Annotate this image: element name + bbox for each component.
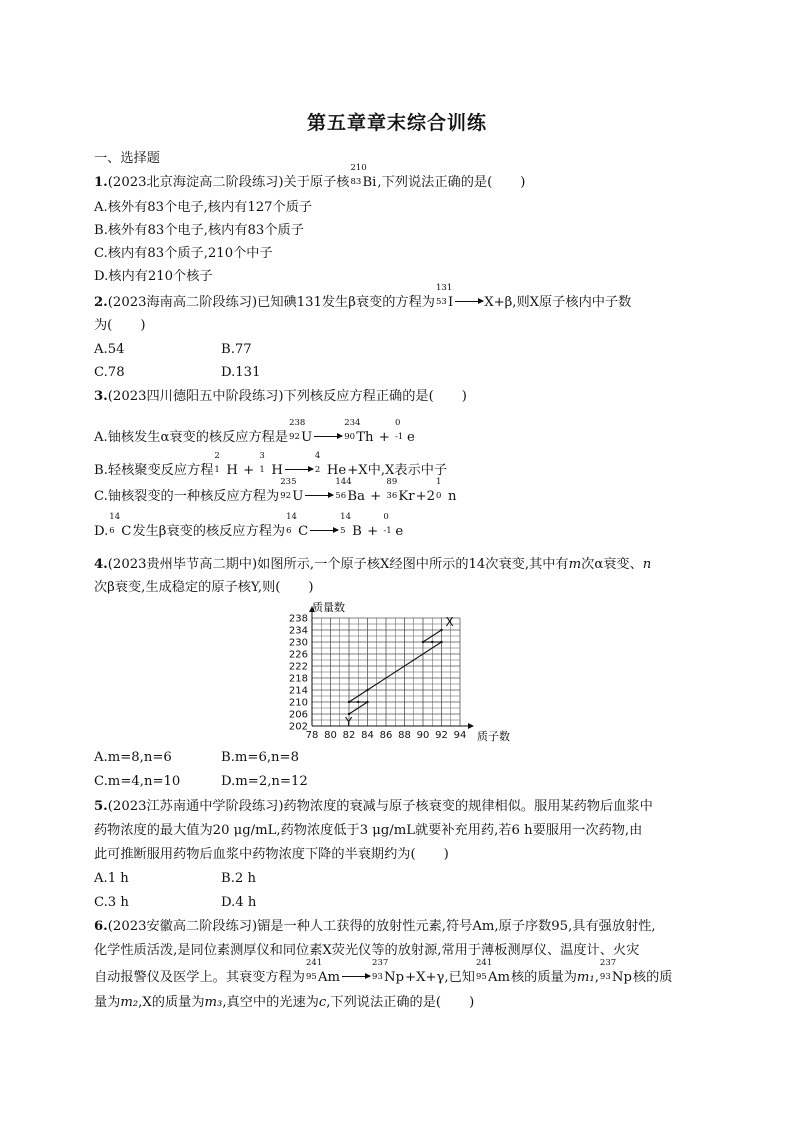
q5-stem-line2: 药物浓度的最大值为20 μg/mL,药物浓度低于3 μg/mL就要补充用药,若6 h要服用一次药物,由 xyxy=(94,823,643,838)
q4-line2-close: ) xyxy=(308,580,314,595)
q1-number: 1. xyxy=(94,175,108,190)
q1-stem-a: (2023北京海淀高二阶段练习)关于原子核 xyxy=(107,175,350,190)
q4-n: n xyxy=(642,557,652,572)
q6-am2-z: 95 xyxy=(475,972,487,982)
q3b-deuterium xyxy=(214,451,238,480)
decay-point xyxy=(431,641,433,643)
q3b-h3-symbol: H xyxy=(271,463,283,478)
q3-option-c xyxy=(94,477,458,506)
q3a-th-symbol: Th xyxy=(356,430,374,445)
q3-option-d-text: D. xyxy=(94,524,109,539)
q5-option-a: A.1 h xyxy=(94,871,129,886)
reaction-arrow-icon xyxy=(310,530,338,531)
q2-stem-b: X+β,则X原子核内中子数 xyxy=(484,295,632,310)
q3a-e-symbol: e xyxy=(406,430,415,445)
q1-nuclide-mass: 210 xyxy=(350,163,367,173)
q5-line3-close: ) xyxy=(443,847,449,862)
q3b-h3-mass: 3 xyxy=(259,451,265,461)
decay-point xyxy=(366,689,368,691)
reaction-arrow-icon xyxy=(305,495,333,496)
q3-stem xyxy=(94,388,467,406)
q3b-he-symbol: He xyxy=(326,463,347,478)
q1-option-b: B.核外有83个电子,核内有83个质子 xyxy=(94,223,304,238)
q3b-h2-symbol: H xyxy=(226,463,238,478)
q3-option-a xyxy=(94,418,416,447)
q3c-n-mass: 1 xyxy=(436,477,442,487)
decay-point xyxy=(440,641,442,643)
q6-comma: , xyxy=(594,970,599,985)
q2-options-row1 xyxy=(94,341,348,359)
q3d-electron xyxy=(383,512,404,541)
x-tick-label: 84 xyxy=(361,730,374,741)
q5-option-d: D.4 h xyxy=(221,895,257,910)
nucleus-y-label: Y xyxy=(345,715,353,729)
q2-stem-a: (2023海南高二阶段练习)已知碘131发生β衰变的方程为 xyxy=(107,295,435,310)
y-tick-label: 230 xyxy=(288,637,308,649)
q1-nuclide xyxy=(350,163,377,192)
q3a-plus: + xyxy=(378,430,390,445)
q3c-coefficient: +2 xyxy=(415,489,436,504)
q6-c: c xyxy=(318,995,327,1010)
decay-point xyxy=(357,701,359,703)
x-tick-label: 88 xyxy=(398,730,411,741)
q4-options-row2 xyxy=(94,773,348,791)
q6-line3-c: 核的质量为 xyxy=(510,970,577,985)
q2-nuclide-z: 53 xyxy=(436,297,447,307)
q3d-carbon-2 xyxy=(286,512,309,541)
q3b-he-mass: 4 xyxy=(314,451,321,461)
q3a-u-symbol: U xyxy=(301,430,313,445)
q1-nuclide-z: 83 xyxy=(350,177,362,187)
q2-nuclide-mass: 131 xyxy=(436,283,453,293)
q3a-u-mass: 238 xyxy=(289,418,306,428)
q4-option-b: B.m=6,n=8 xyxy=(221,750,299,765)
q3c-uranium xyxy=(280,477,304,506)
q2-stem xyxy=(94,283,632,312)
q6-stem-line3 xyxy=(94,958,673,987)
q6-m1: m₁ xyxy=(576,970,595,985)
q6-line1: (2023安徽高二阶段练习)镅是一种人工获得的放射性元素,符号Am,原子序数95,具有强放射性, xyxy=(107,919,656,934)
q3d-c2-mass: 14 xyxy=(286,512,297,522)
q3-option-a-text: A.铀核发生α衰变的核反应方程是 xyxy=(94,430,289,445)
q3d-c-z: 6 xyxy=(109,526,115,536)
x-tick-label: 78 xyxy=(305,730,319,741)
q3a-electron xyxy=(394,418,415,447)
reaction-arrow-icon xyxy=(342,976,370,977)
q6-np-mass: 237 xyxy=(372,958,389,968)
q2-option-c: C.78 xyxy=(94,365,125,380)
q2-option-d: D.131 xyxy=(221,365,261,380)
q3b-plus: + xyxy=(243,463,255,478)
q3a-th-z: 90 xyxy=(344,432,356,442)
y-tick-label: 202 xyxy=(288,721,308,733)
q5-option-c: C.3 h xyxy=(94,895,129,910)
q3-option-d xyxy=(94,512,404,541)
x-tick-label: 92 xyxy=(435,730,448,741)
q5-number: 5. xyxy=(94,799,108,814)
x-tick-label: 86 xyxy=(379,730,393,741)
reaction-arrow-icon xyxy=(285,469,313,470)
reaction-arrow-icon xyxy=(314,436,342,437)
q2-option-a: A.54 xyxy=(94,342,125,357)
q3b-tail: +X中,X表示中子 xyxy=(347,463,448,478)
q6-americium xyxy=(306,958,341,987)
q5-stem-line3 xyxy=(94,846,449,864)
q5-options-row2 xyxy=(94,894,348,912)
x-tick-label: 90 xyxy=(416,730,430,741)
q4-option-d: D.m=2,n=12 xyxy=(221,774,308,789)
q4-line1-a: (2023贵州毕节高二期中)如图所示,一个原子核X经图中所示的14次衰变,其中有 xyxy=(107,557,569,572)
q4-line1-b: 次α衰变、 xyxy=(581,557,643,572)
q3c-kr-mass: 89 xyxy=(386,477,398,487)
q3a-e-mass: 0 xyxy=(394,418,401,428)
q6-neptunium xyxy=(372,958,405,987)
q3d-c-symbol: C xyxy=(121,524,132,539)
q6-line4-a: 量为 xyxy=(94,995,121,1010)
q2-nuclide xyxy=(436,283,454,312)
y-tick-label: 222 xyxy=(288,661,308,673)
q5-line3: 此可推断服用药物后血浆中药物浓度下降的半衰期约为( xyxy=(94,847,416,862)
q4-m: m xyxy=(568,557,582,572)
q3d-b-symbol: B xyxy=(352,524,362,539)
q3a-e-z: -1 xyxy=(394,432,404,442)
q2-stem-line2 xyxy=(94,317,146,335)
q2-nuclide-symbol: I xyxy=(448,295,454,310)
q6-line3-b: +X+γ,已知 xyxy=(405,970,475,985)
q3c-krypton xyxy=(386,477,415,506)
q3-stem-text: (2023四川德阳五中阶段练习)下列核反应方程正确的是( xyxy=(107,389,434,404)
q6-number: 6. xyxy=(94,919,108,934)
q6-am-mass: 241 xyxy=(306,958,323,968)
q3c-kr-symbol: Kr xyxy=(398,489,415,504)
x-tick-label: 82 xyxy=(342,730,356,741)
q3c-u-mass: 235 xyxy=(280,477,297,487)
q3-option-c-text: C.铀核裂变的一种核反应方程为 xyxy=(94,489,280,504)
q3d-boron xyxy=(340,512,362,541)
q3c-u-z: 92 xyxy=(280,491,292,501)
q1-stem xyxy=(94,163,526,192)
q3c-neutron xyxy=(436,477,457,506)
q3-number: 3. xyxy=(94,389,108,404)
q3c-n-z: 0 xyxy=(436,491,442,501)
q6-np2-symbol: Np xyxy=(611,970,632,985)
q3c-ba-z: 56 xyxy=(335,491,347,501)
decay-point xyxy=(348,701,350,703)
q3b-h2-mass: 2 xyxy=(214,451,220,461)
y-tick-label: 214 xyxy=(288,685,308,697)
q3c-u-symbol: U xyxy=(292,489,304,504)
q6-line3-a: 自动报警仪及医学上。其衰变方程为 xyxy=(94,970,305,985)
decay-point xyxy=(440,629,442,631)
q6-am-symbol: Am xyxy=(318,970,341,985)
q4-option-a: A.m=8,n=6 xyxy=(94,750,172,765)
x-axis-arrow-icon xyxy=(468,723,474,729)
q1-option-c: C.核内有83个质子,210个中子 xyxy=(94,246,273,261)
q6-stem-line1 xyxy=(94,918,656,936)
q3d-c2-symbol: C xyxy=(298,524,309,539)
q1-stem-close: ) xyxy=(520,175,526,190)
q4-number: 4. xyxy=(94,557,108,572)
x-tick-label: 94 xyxy=(453,730,467,741)
q4-stem-line1 xyxy=(94,556,651,574)
q6-m2: m₂ xyxy=(120,995,139,1010)
y-tick-label: 226 xyxy=(288,649,308,661)
nucleus-x-label: X xyxy=(445,615,454,629)
q3-option-b-text: B.轻核聚变反应方程 xyxy=(94,463,214,478)
q3c-n-symbol: n xyxy=(448,489,457,504)
q6-line4-close: ) xyxy=(469,995,475,1010)
q6-line4-d: ,下列说法正确的是( xyxy=(326,995,442,1010)
q3d-b-mass: 14 xyxy=(340,512,351,522)
q3d-plus: + xyxy=(367,524,379,539)
q3d-c2-z: 6 xyxy=(286,526,292,536)
y-tick-label: 238 xyxy=(288,613,308,625)
q3d-e-mass: 0 xyxy=(383,512,389,522)
x-tick-label: 80 xyxy=(324,730,337,741)
q3d-b-z: 5 xyxy=(340,526,346,536)
q3c-barium xyxy=(335,477,365,506)
q6-m3: m₃ xyxy=(204,995,223,1010)
decay-point xyxy=(366,701,368,703)
section-heading: 一、选择题 xyxy=(94,151,160,166)
q3b-h3-z: 1 xyxy=(259,465,265,475)
q6-line4-b: ,X的质量为 xyxy=(138,995,205,1010)
q3-stem-close: ) xyxy=(461,389,467,404)
page-title: 第五章章末综合训练 xyxy=(306,112,487,134)
q3c-ba-symbol: Ba xyxy=(347,489,365,504)
decay-chain-chart xyxy=(270,598,520,746)
q6-np-z: 93 xyxy=(372,972,383,982)
q2-number: 2. xyxy=(94,295,108,310)
q6-line4-c: ,真空中的光速为 xyxy=(222,995,319,1010)
q3a-th-mass: 234 xyxy=(344,418,361,428)
q3a-u-z: 92 xyxy=(289,432,300,442)
y-tick-label: 234 xyxy=(288,625,308,637)
q3a-uranium xyxy=(289,418,313,447)
q3b-he-z: 2 xyxy=(314,465,321,475)
q5-line1: (2023江苏南通中学阶段练习)药物浓度的衰减与原子核衰变的规律相似。服用某药物后血浆中 xyxy=(107,799,653,814)
q6-stem-line2: 化学性质活泼,是同位素测厚仪和同位素X荧光仪等的放射源,常用于薄板测厚仪、温度计、火灾 xyxy=(94,943,640,958)
q6-neptunium-2 xyxy=(599,958,632,987)
y-tick-label: 218 xyxy=(288,673,308,685)
q2-options-row2 xyxy=(94,364,348,382)
q5-stem-line1 xyxy=(94,798,653,816)
q1-option-d: D.核内有210个核子 xyxy=(94,269,213,284)
q3c-ba-mass: 144 xyxy=(335,477,352,487)
q3c-kr-z: 36 xyxy=(386,491,398,501)
y-axis-label: 质量数 xyxy=(312,601,345,614)
q1-nuclide-symbol: Bi xyxy=(362,175,377,190)
q6-np2-z: 93 xyxy=(599,972,611,982)
q6-americium-2 xyxy=(475,958,510,987)
q3a-thorium xyxy=(344,418,374,447)
q6-stem-line4 xyxy=(94,994,474,1012)
q4-stem-line2 xyxy=(94,579,314,597)
q1-option-a: A.核外有83个电子,核内有127个质子 xyxy=(94,200,313,215)
x-axis-label: 质子数 xyxy=(477,730,510,743)
q3b-h2-z: 1 xyxy=(214,465,220,475)
q1-stem-b: ,下列说法正确的是( xyxy=(377,175,493,190)
q4-option-c: C.m=4,n=10 xyxy=(94,774,181,789)
q6-am2-symbol: Am xyxy=(487,970,510,985)
q6-np-symbol: Np xyxy=(384,970,405,985)
q6-am-z: 95 xyxy=(306,972,317,982)
q3d-carbon xyxy=(109,512,132,541)
reaction-arrow-icon xyxy=(455,301,483,302)
q3d-c-mass: 14 xyxy=(109,512,121,522)
q2-option-b: B.77 xyxy=(221,342,252,357)
q3d-mid: 发生β衰变的核反应方程为 xyxy=(132,524,286,539)
q4-line2-a: 次β衰变,生成稳定的原子核Y,则( xyxy=(94,580,281,595)
q6-am2-mass: 241 xyxy=(475,958,493,968)
q3c-plus: + xyxy=(370,489,382,504)
q3d-e-symbol: e xyxy=(395,524,404,539)
q6-line3-d: 核的质 xyxy=(632,970,673,985)
y-tick-label: 206 xyxy=(288,709,308,721)
q6-np2-mass: 237 xyxy=(599,958,617,968)
q3d-e-z: -1 xyxy=(383,526,392,536)
q4-options-row1 xyxy=(94,749,348,767)
q5-option-b: B.2 h xyxy=(221,871,256,886)
chart-ticks xyxy=(289,614,466,742)
y-tick-label: 210 xyxy=(288,697,308,709)
decay-point xyxy=(422,641,424,643)
q2-line2-close: ) xyxy=(140,318,146,333)
q2-line2: 为( xyxy=(94,318,113,333)
q5-options-row1 xyxy=(94,870,348,888)
